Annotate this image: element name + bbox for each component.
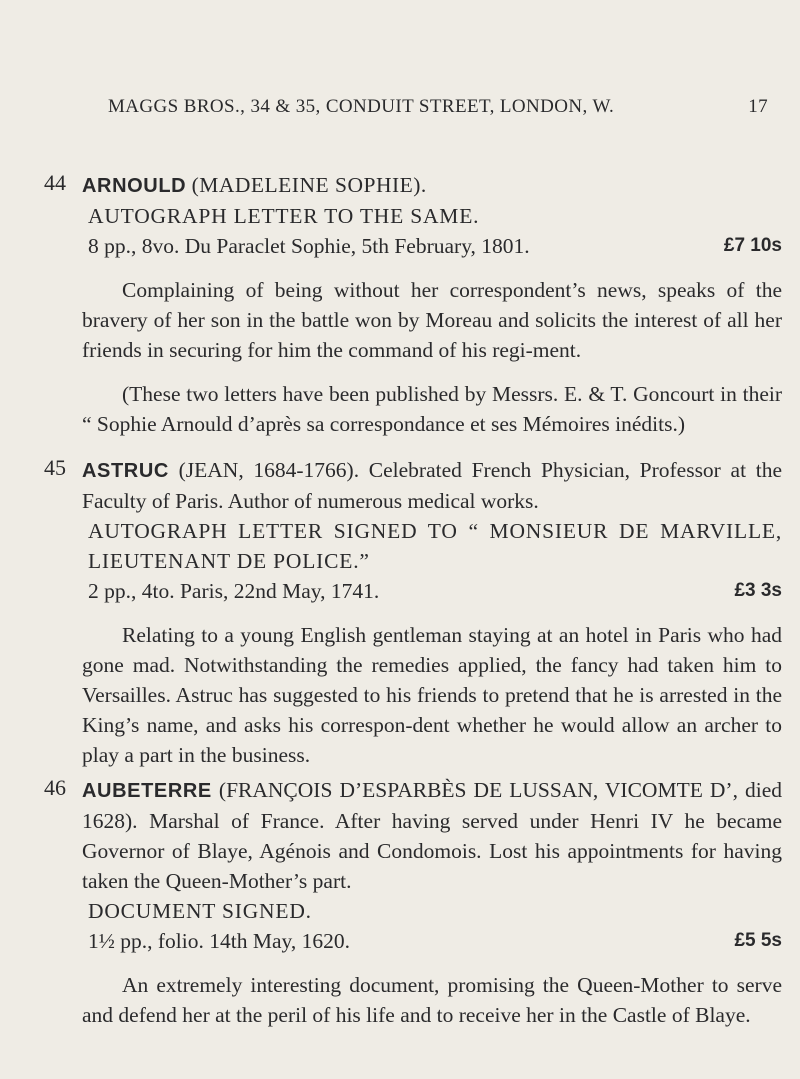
lot-number: 46 [44,775,66,800]
item-price: £5 5s [734,930,782,951]
item-details-text: 2 pp., 4to. Paris, 22nd May, 1741. [88,579,380,603]
item-details-text: 1½ pp., folio. 14th May, 1620. [88,929,350,953]
item-title: DOCUMENT SIGNED. [88,899,312,923]
entry-heading [82,455,782,516]
item-title: AUTOGRAPH LETTER SIGNED TO “ MONSIEUR DE MARVILLE, LIEUTENANT DE POLICE.” [88,519,782,573]
running-head-text: MAGGS BROS., 34 & 35, CONDUIT STREET, LONDON, W. [108,96,615,117]
item-title: AUTOGRAPH LETTER TO THE SAME. [88,204,480,228]
entry-body [82,170,782,439]
entry-name-rest: (FRANÇOIS D’ESPARBÈS DE LUSSAN, VICOMTE D’, died 1628). Marshal of France. After having served under Henri IV he became Governor of Blaye, Agénois and Condomois. Lost his appointments for having taken the Queen-Mother’s part. [82,778,783,893]
item-price: £7 10s [723,235,782,256]
item-note: (These two letters have been published by Messrs. E. & T. Goncourt in their “ Sophie Arnould d’après sa correspondance et ses Mémoires inédits.) [82,382,782,436]
entry-name-rest: (JEAN, 1684-1766). Celebrated French Physician, Professor at the Faculty of Paris. Author of numerous medical works. [82,458,782,513]
item-details-text: 8 pp., 8vo. Du Paraclet Sophie, 5th February, 1801. [88,234,530,258]
lot-number: 45 [44,455,66,480]
item-details [82,576,782,606]
entry-name-rest: (MADELEINE SOPHIE). [191,173,427,197]
page-number: 17 [748,96,768,117]
item-price: £3 3s [734,580,782,601]
item-details [82,231,782,261]
entry-name: ASTRUC [82,460,169,482]
item-details [82,926,782,956]
entry-name: AUBETERRE [82,780,212,802]
item-description: Complaining of being without her correspondent’s news, speaks of the bravery of her son in the battle won by Moreau and solicits the interest of all her friends in securing for him the command of his regi-ment. [82,278,782,362]
entry-name: ARNOULD [82,175,187,197]
item-description: An extremely interesting document, promising the Queen-Mother to serve and defend her at the peril of his life and to receive her in the Castle of Blaye. [82,973,782,1027]
entry-heading [82,170,782,201]
entry-heading [82,775,782,896]
lot-number: 44 [44,170,66,195]
item-description: Relating to a young English gentleman staying at an hotel in Paris who had gone mad. Notwithstanding the remedies applied, the fancy had taken him to Versailles. Astruc has suggested to his friends to pretend that he is arrested in the King’s name, and asks his correspon-dent whether he would allow an archer to play a part in the business. [82,623,782,767]
running-head [108,96,768,118]
entry-body [82,455,782,770]
entry-body [82,775,782,1030]
